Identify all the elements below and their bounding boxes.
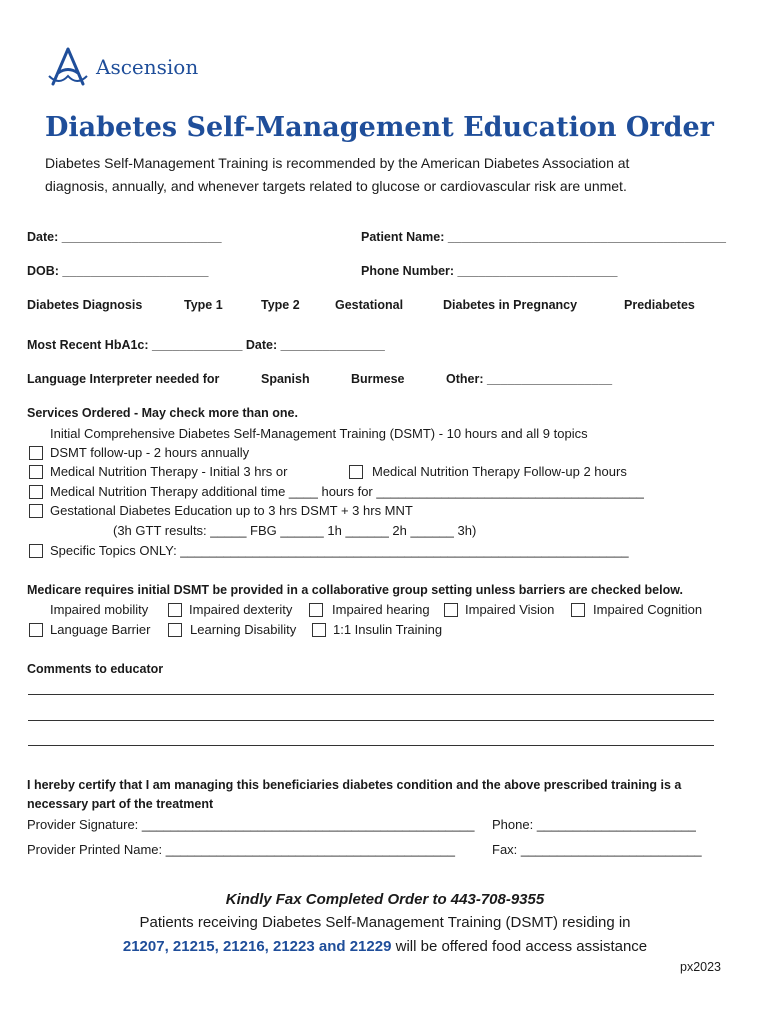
phone-number-field[interactable]: Phone Number: _______________________: [361, 264, 618, 278]
intro-text-line1: Diabetes Self-Management Training is recommended by the American Diabetes Association at: [45, 155, 630, 171]
comments-line-1[interactable]: [28, 694, 714, 695]
gestational-education-checkbox[interactable]: [29, 504, 43, 518]
impaired-mobility-label: Impaired mobility: [50, 602, 149, 617]
dsmt-food-access-line2: [0, 938, 770, 955]
certification-line2: necessary part of the treatment: [27, 797, 214, 811]
diabetes-in-pregnancy-option[interactable]: Diabetes in Pregnancy: [443, 298, 578, 312]
gtt-results-field[interactable]: (3h GTT results: _____ FBG ______ 1h ______ 2h ______ 3h): [113, 523, 477, 538]
fax-instruction: Kindly Fax Completed Order to 443-708-9355: [225, 891, 545, 908]
comments-line-3[interactable]: [28, 745, 714, 746]
gestational-option[interactable]: Gestational: [335, 298, 404, 312]
language-barrier-label: Language Barrier: [50, 622, 151, 637]
service-initial-dsmt: Initial Comprehensive Diabetes Self-Management Training (DSMT) - 10 hours and all 9 topics: [50, 426, 588, 441]
zip-codes: 21207, 21215, 21216, 21223 and 21229: [122, 938, 392, 955]
insulin-training-label: 1:1 Insulin Training: [333, 622, 443, 637]
impaired-dexterity-label: Impaired dexterity: [189, 602, 293, 617]
logo-text: Ascension: [96, 55, 199, 79]
intro-text-line2: diagnosis, annually, and whenever targets related to glucose or cardiovascular risk are unmet.: [45, 178, 627, 194]
other-language-field[interactable]: Other: __________________: [446, 372, 613, 386]
impaired-vision-checkbox[interactable]: [444, 603, 458, 617]
services-heading: Services Ordered - May check more than one.: [27, 406, 298, 420]
learning-disability-label: Learning Disability: [190, 622, 297, 637]
medicare-heading: Medicare requires initial DSMT be provided in a collaborative group setting unless barriers are checked below.: [27, 583, 683, 597]
provider-fax-field[interactable]: Fax: _________________________: [492, 842, 702, 857]
learning-disability-checkbox[interactable]: [168, 623, 182, 637]
mnt-additional-checkbox[interactable]: [29, 485, 43, 499]
dsmt-followup-checkbox[interactable]: [29, 446, 43, 460]
date-field[interactable]: Date: _______________________: [27, 230, 222, 244]
impaired-cognition-checkbox[interactable]: [571, 603, 585, 617]
type1-option[interactable]: Type 1: [184, 298, 223, 312]
service-mnt-additional: Medical Nutrition Therapy additional time ____ hours for _____________________________________: [50, 484, 644, 499]
certification-line1: I hereby certify that I am managing this beneficiaries diabetes condition and the above prescribed training is a: [27, 778, 682, 792]
form-code: px2023: [680, 960, 722, 974]
impaired-hearing-checkbox[interactable]: [309, 603, 323, 617]
impaired-dexterity-checkbox[interactable]: [168, 603, 182, 617]
mnt-followup-checkbox[interactable]: [349, 465, 363, 479]
service-dsmt-followup: DSMT follow-up - 2 hours annually: [50, 445, 250, 460]
page-title: Diabetes Self-Management Education Order: [45, 112, 714, 143]
dob-field[interactable]: DOB: _____________________: [27, 264, 209, 278]
diabetes-diagnosis-label: Diabetes Diagnosis: [27, 298, 143, 312]
interpreter-label: Language Interpreter needed for: [27, 372, 220, 386]
food-access-text: will be offered food access assistance: [391, 938, 648, 955]
patient-name-field[interactable]: Patient Name: ________________________________________: [361, 230, 726, 244]
language-barrier-checkbox[interactable]: [29, 623, 43, 637]
impaired-vision-label: Impaired Vision: [465, 602, 555, 617]
hba1c-field[interactable]: Most Recent HbA1c: _____________ Date: _______________: [27, 338, 385, 352]
insulin-training-checkbox[interactable]: [312, 623, 326, 637]
service-mnt-initial: Medical Nutrition Therapy - Initial 3 hrs or: [50, 464, 288, 479]
dsmt-food-access-line1: Patients receiving Diabetes Self-Management Training (DSMT) residing in: [139, 914, 631, 931]
provider-phone-field[interactable]: Phone: ______________________: [492, 817, 696, 832]
burmese-option[interactable]: Burmese: [351, 372, 405, 386]
service-gestational-education: Gestational Diabetes Education up to 3 hrs DSMT + 3 hrs MNT: [50, 503, 413, 518]
ascension-logo-icon: [45, 46, 91, 88]
comments-heading: Comments to educator: [27, 662, 164, 676]
comments-line-2[interactable]: [28, 720, 714, 721]
provider-printed-name-field[interactable]: Provider Printed Name: ________________________________________: [27, 842, 455, 857]
service-specific-topics: Specific Topics ONLY: ______________________________________________________________: [50, 543, 629, 558]
type2-option[interactable]: Type 2: [261, 298, 300, 312]
specific-topics-checkbox[interactable]: [29, 544, 43, 558]
provider-signature-field[interactable]: Provider Signature: ______________________________________________: [27, 817, 475, 832]
prediabetes-option[interactable]: Prediabetes: [624, 298, 695, 312]
mnt-initial-checkbox[interactable]: [29, 465, 43, 479]
spanish-option[interactable]: Spanish: [261, 372, 310, 386]
service-mnt-followup: Medical Nutrition Therapy Follow-up 2 hours: [372, 464, 627, 479]
impaired-hearing-label: Impaired hearing: [332, 602, 430, 617]
impaired-cognition-label: Impaired Cognition: [593, 602, 703, 617]
